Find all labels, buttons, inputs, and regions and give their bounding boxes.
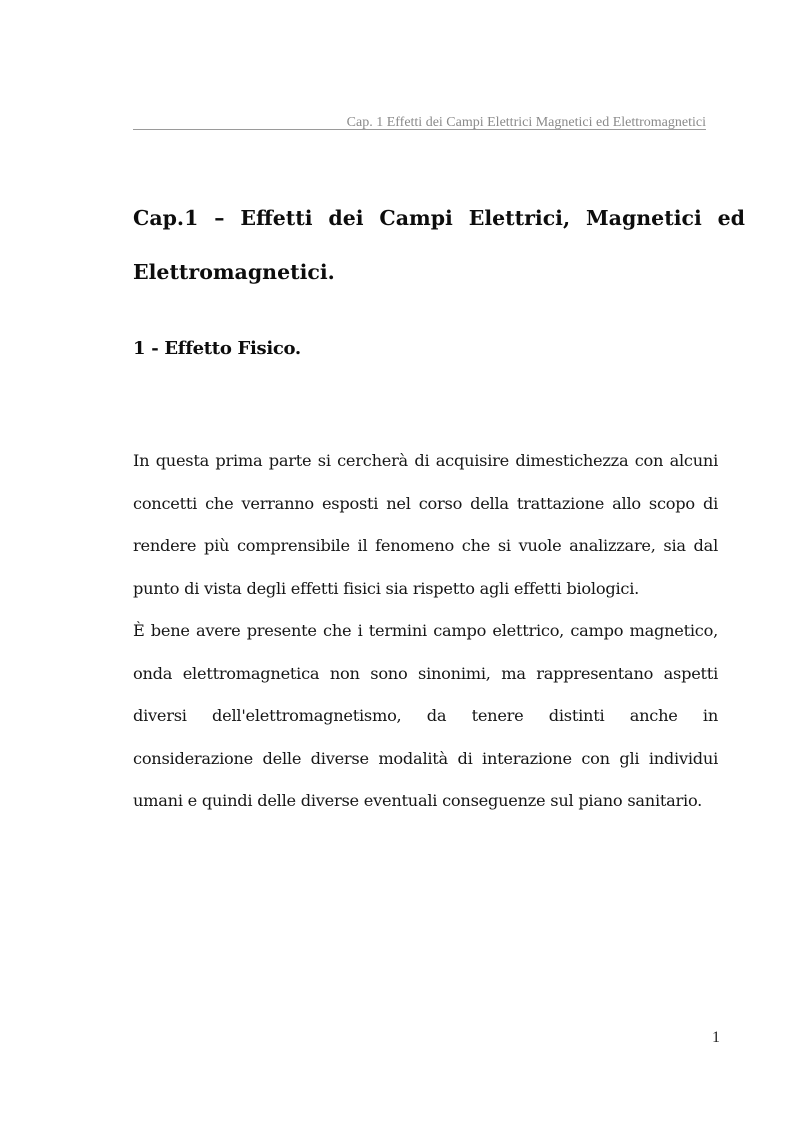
paragraph: È bene avere presente che i termini campo elettrico, campo magnetico, onda elettromagnetica non sono sinonimi, ma rappresentano aspetti diversi dell'elettromagnetismo, da tenere distinti anche in considerazione delle diverse modalità di interazione con gli individui umani e quindi delle diverse eventuali conseguenze sul piano sanitario. xyxy=(133,621,718,810)
chapter-title: Cap.1 – Effetti dei Campi Elettrici, Magnetici ed Elettromagnetici. xyxy=(133,206,745,284)
running-header: Cap. 1 Effetti dei Campi Elettrici Magnetici ed Elettromagnetici xyxy=(346,115,706,130)
paragraph: In questa prima parte si cercherà di acquisire dimestichezza con alcuni concetti che verranno esposti nel corso della trattazione allo scopo di rendere più comprensibile il fenomeno che si vuole analizzare, sia dal punto di vista degli effetti fisici sia rispetto agli effetti biologici. xyxy=(133,451,718,598)
page-number: 1 xyxy=(712,1029,720,1046)
section-title: 1 - Effetto Fisico. xyxy=(133,338,301,359)
body-text xyxy=(133,440,718,823)
header-rule xyxy=(133,129,706,130)
